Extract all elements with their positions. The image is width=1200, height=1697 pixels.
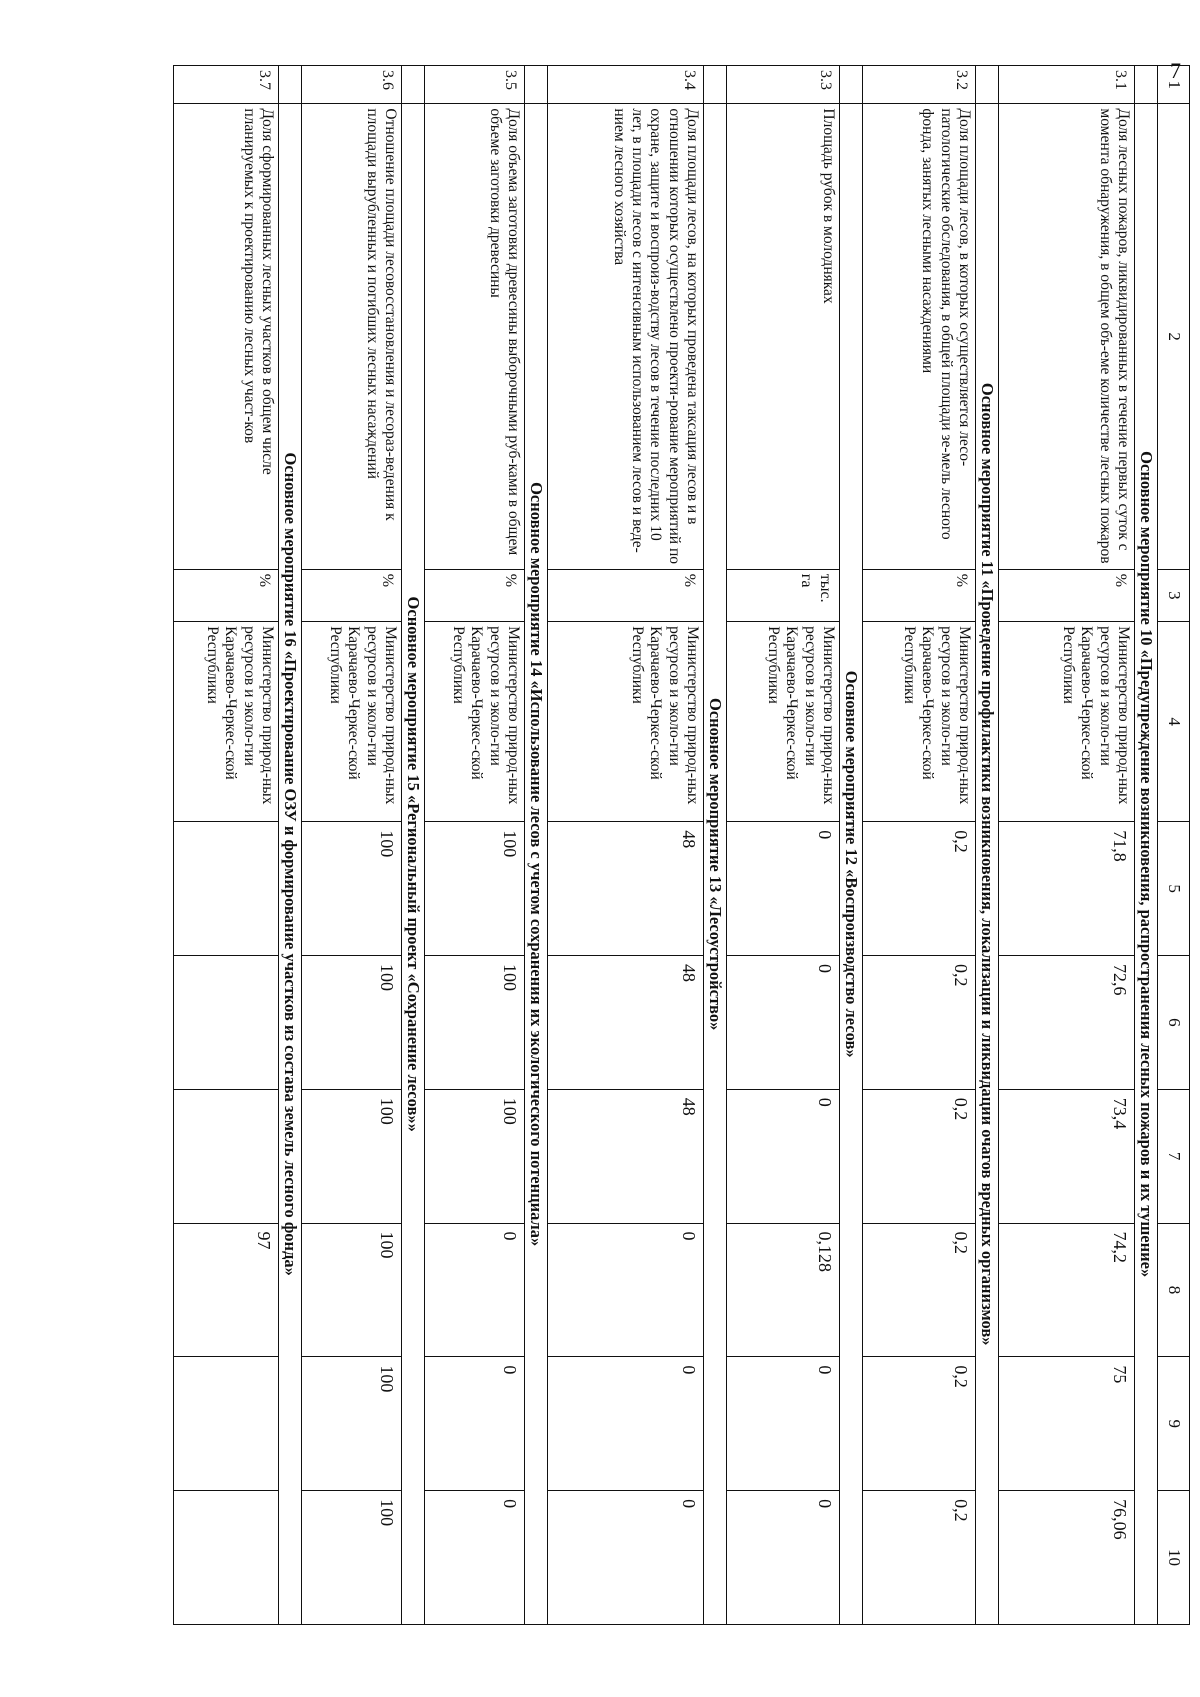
indicator-text: Доля лесных пожаров, ликвидированных в течение первых суток с момента обнаружения, в общем объ-еме количестве лесных пожаров <box>999 104 1135 569</box>
header-cell: 8 <box>1158 1223 1190 1357</box>
value-cell-5: 71,8 <box>999 822 1135 956</box>
value-cell-9: 75 <box>999 1357 1135 1491</box>
value-cell-9 <box>174 1357 279 1491</box>
section-row <box>840 66 863 1625</box>
section-title <box>402 104 425 1625</box>
section-row <box>525 66 548 1625</box>
unit-cell: % <box>863 569 976 621</box>
section-row <box>1135 66 1158 1625</box>
value-cell-7: 0,2 <box>863 1089 976 1223</box>
value-cell-7: 48 <box>548 1089 704 1223</box>
value-cell-9: 0 <box>548 1357 704 1491</box>
value-cell-5: 100 <box>425 822 525 956</box>
indicator-text: Доля площади лесов, в которых осуществляется лесо-патологические обследования, в общей площади зе-мель лесного фонда, занятых лесными насаждениями <box>863 104 976 569</box>
responsible-cell: Министерство природ-ных ресурсов и эколо-гии Карачаево-Черкес-ской Республики <box>548 622 704 822</box>
value-cell-10: 100 <box>302 1491 402 1625</box>
section-title-text: Основное мероприятие 14 «Использование лесов с учетом сохранения их экологического потенциала» <box>526 482 546 1247</box>
row-number: 3.4 <box>548 66 704 104</box>
value-cell-6: 72,6 <box>999 955 1135 1089</box>
row-number: 3.1 <box>999 66 1135 104</box>
section-title <box>976 104 999 1625</box>
section-blank-cell <box>704 66 727 104</box>
indicator-text: Доля объема заготовки древесины выборочными руб-ками в общем объеме заготовки древесины <box>425 104 525 569</box>
header-cell: 7 <box>1158 1089 1190 1223</box>
header-cell: 1 <box>1158 66 1190 104</box>
responsible-cell: Министерство природ-ных ресурсов и эколо-гии Карачаево-Черкес-ской Республики <box>727 622 840 822</box>
header-cell: 5 <box>1158 822 1190 956</box>
section-title-text: Основное мероприятие 13 «Лесоустройство» <box>705 698 725 1031</box>
unit-cell: % <box>999 569 1135 621</box>
page-number: 7 <box>1170 58 1181 83</box>
value-cell-10 <box>174 1491 279 1625</box>
table-row <box>727 66 840 1625</box>
value-cell-6: 0,2 <box>863 955 976 1089</box>
value-cell-8: 0,2 <box>863 1223 976 1357</box>
value-cell-9: 0 <box>727 1357 840 1491</box>
section-blank-cell <box>976 66 999 104</box>
responsible-cell: Министерство природ-ных ресурсов и эколо-гии Карачаево-Черкес-ской Республики <box>425 622 525 822</box>
section-blank-cell <box>279 66 302 104</box>
value-cell-5: 48 <box>548 822 704 956</box>
value-cell-9: 0 <box>425 1357 525 1491</box>
value-cell-7: 73,4 <box>999 1089 1135 1223</box>
header-cell: 3 <box>1158 569 1190 621</box>
value-cell-8: 0 <box>548 1223 704 1357</box>
row-number: 3.5 <box>425 66 525 104</box>
section-row <box>279 66 302 1625</box>
table-row <box>302 66 402 1625</box>
section-title <box>840 104 863 1625</box>
value-cell-6 <box>174 955 279 1089</box>
unit-cell: % <box>425 569 525 621</box>
value-cell-7: 0 <box>727 1089 840 1223</box>
value-cell-9: 0,2 <box>863 1357 976 1491</box>
header-cell: 10 <box>1158 1491 1190 1625</box>
section-title-text: Основное мероприятие 11 «Проведение профилактики возникновения, локализации и ликвидации очагов вредных организмов» <box>977 382 997 1346</box>
header-cell: 9 <box>1158 1357 1190 1491</box>
section-blank-cell <box>525 66 548 104</box>
table-row <box>174 66 279 1625</box>
section-title-text: Основное мероприятие 16 «Проектирование ОЗУ и формирование участков из состава земель лесного фонда» <box>280 452 300 1276</box>
value-cell-6: 100 <box>425 955 525 1089</box>
value-cell-10: 0 <box>727 1491 840 1625</box>
section-title <box>1135 104 1158 1625</box>
header-cell: 4 <box>1158 622 1190 822</box>
unit-cell: % <box>174 569 279 621</box>
value-cell-10: 0 <box>425 1491 525 1625</box>
section-blank-cell <box>840 66 863 104</box>
section-row <box>402 66 425 1625</box>
table-row <box>548 66 704 1625</box>
value-cell-9: 100 <box>302 1357 402 1491</box>
value-cell-8: 100 <box>302 1223 402 1357</box>
value-cell-10: 0 <box>548 1491 704 1625</box>
indicators-table <box>173 65 1190 1625</box>
value-cell-7: 100 <box>302 1089 402 1223</box>
row-number: 3.6 <box>302 66 402 104</box>
row-number: 3.3 <box>727 66 840 104</box>
unit-cell: % <box>548 569 704 621</box>
value-cell-10: 76,06 <box>999 1491 1135 1625</box>
value-cell-7 <box>174 1089 279 1223</box>
section-title-text: Основное мероприятие 10 «Предупреждение возникновения, распространения лесных пожаров и их тушение» <box>1136 451 1156 1278</box>
value-cell-5: 100 <box>302 822 402 956</box>
section-title <box>704 104 727 1625</box>
unit-cell: % <box>302 569 402 621</box>
value-cell-8: 0,128 <box>727 1223 840 1357</box>
section-title <box>279 104 302 1625</box>
value-cell-8: 97 <box>174 1223 279 1357</box>
indicator-text: Площадь рубок в молодняках <box>727 104 840 569</box>
table-row <box>863 66 976 1625</box>
responsible-cell: Министерство природ-ных ресурсов и эколо-гии Карачаево-Черкес-ской Республики <box>302 622 402 822</box>
row-number: 3.2 <box>863 66 976 104</box>
value-cell-7: 100 <box>425 1089 525 1223</box>
value-cell-10: 0,2 <box>863 1491 976 1625</box>
section-title <box>525 104 548 1625</box>
value-cell-6: 100 <box>302 955 402 1089</box>
section-blank-cell <box>1135 66 1158 104</box>
value-cell-5: 0,2 <box>863 822 976 956</box>
indicator-text: Доля площади лесов, на которых проведена таксация лесов и в отношении которых осуществлено проекти-рование мероприятий по охране, защите и воспроиз-водству лесов в течение последних 10 лет, в площади лесов с интенсивным использованием лесов и веде-нием лесного хозяйства <box>548 104 704 569</box>
value-cell-6: 48 <box>548 955 704 1089</box>
section-title-text: Основное мероприятие 12 «Воспроизводство лесов» <box>841 670 861 1058</box>
responsible-cell: Министерство природ-ных ресурсов и эколо-гии Карачаево-Черкес-ской Республики <box>174 622 279 822</box>
value-cell-5: 0 <box>727 822 840 956</box>
value-cell-8: 74,2 <box>999 1223 1135 1357</box>
section-title-text: Основное мероприятие 15 «Региональный проект «Сохранение лесов»» <box>403 596 423 1132</box>
section-row <box>704 66 727 1625</box>
header-cell: 2 <box>1158 104 1190 569</box>
indicator-text: Отношение площади лесовосстановления и лесораз-ведения к площади вырубленных и погибших лесных насаждений <box>302 104 402 569</box>
rotated-page <box>130 65 1190 1625</box>
header-row <box>1158 66 1190 1625</box>
value-cell-5 <box>174 822 279 956</box>
section-row <box>976 66 999 1625</box>
value-cell-8: 0 <box>425 1223 525 1357</box>
indicator-text: Доля сформированных лесных участков в общем числе планируемых к проектированию лесных участ-ков <box>174 104 279 569</box>
section-blank-cell <box>402 66 425 104</box>
row-number: 3.7 <box>174 66 279 104</box>
table-row <box>999 66 1135 1625</box>
responsible-cell: Министерство природ-ных ресурсов и эколо-гии Карачаево-Черкес-ской Республики <box>999 622 1135 822</box>
value-cell-6: 0 <box>727 955 840 1089</box>
unit-cell: тыс. га <box>727 569 840 621</box>
table-row <box>425 66 525 1625</box>
header-cell: 6 <box>1158 955 1190 1089</box>
responsible-cell: Министерство природ-ных ресурсов и эколо-гии Карачаево-Черкес-ской Республики <box>863 622 976 822</box>
